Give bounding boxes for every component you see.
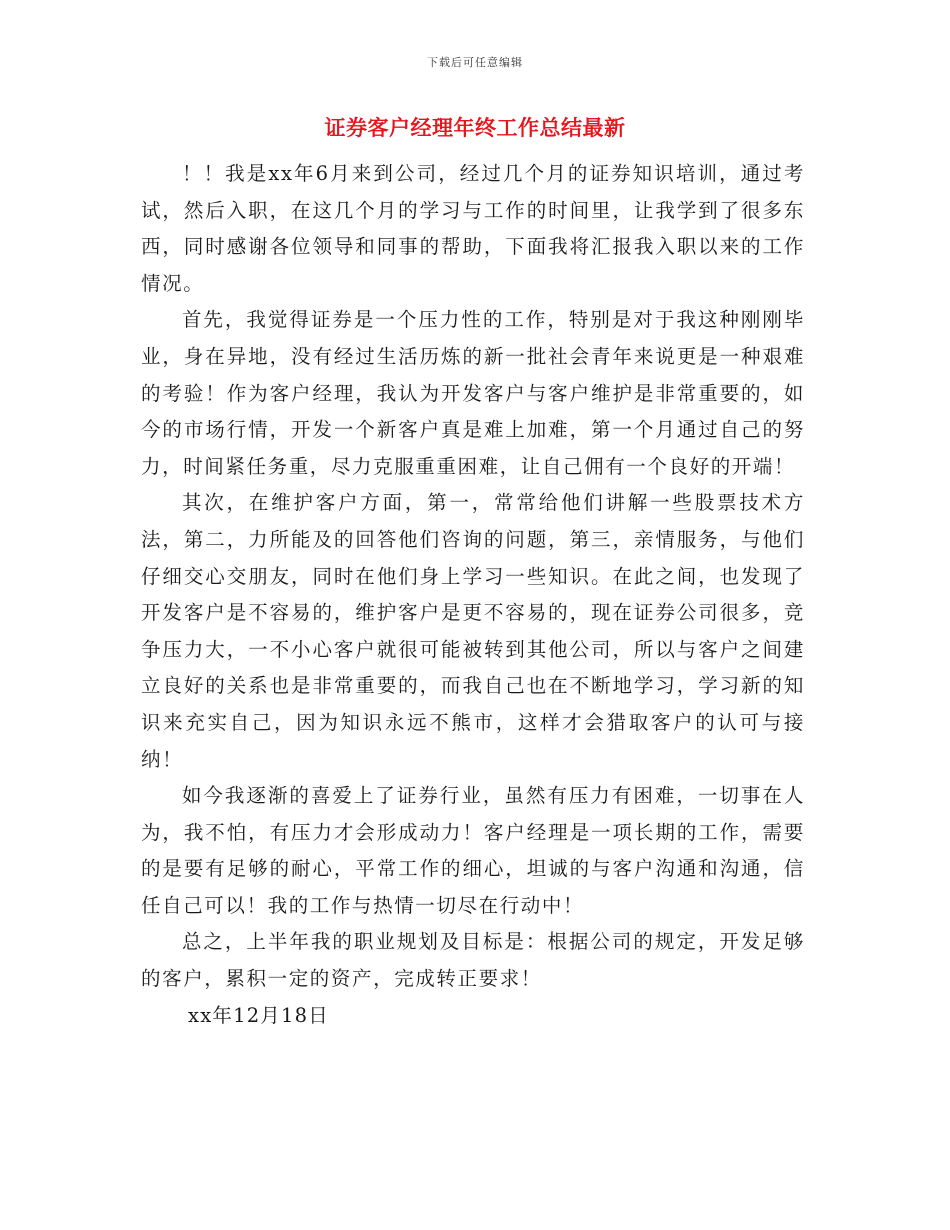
paragraph-intro: ！！我是xx年6月来到公司，经过几个月的证券知识培训，通过考试，然后入职，在这几个月的学习与工作的时间里，让我学到了很多东西，同时感谢各位领导和同事的帮助，下面我将汇报我入职以来的工作情况。	[141, 162, 805, 295]
header-note: 下载后可任意编辑	[427, 56, 523, 69]
paragraph-first: 首先，我觉得证券是一个压力性的工作，特别是对于我这种刚刚毕业，身在异地，没有经过生活历炼的新一批社会青年来说更是一种艰难的考验！作为客户经理，我认为开发客户与客户维护是非常重要的，如今的市场行情，开发一个新客户真是难上加难，第一个月通过自己的努力，时间紧任务重，尽力克服重重困难，让自己佣有一个良好的开端！	[141, 308, 805, 478]
paragraph-conclusion: 总之，上半年我的职业规划及目标是：根据公司的规定，开发足够的客户，累积一定的资产，完成转正要求！	[141, 930, 805, 991]
document-title: 证券客户经理年终工作总结最新	[324, 115, 626, 140]
document-body	[141, 156, 805, 1034]
document-date: xx年12月18日	[188, 1003, 329, 1027]
paragraph-second: 其次，在维护客户方面，第一，常常给他们讲解一些股票技术方法，第二，力所能及的回答他们咨询的问题，第三，亲情服务，与他们仔细交心交朋友，同时在他们身上学习一些知识。在此之间，也发现了开发客户是不容易的，维护客户是更不容易的，现在证券公司很多，竞争压力大，一不小心客户就很可能被转到其他公司，所以与客户之间建立良好的关系也是非常重要的，而我自己也在不断地学习，学习新的知识来充实自己，因为知识永远不熊市，这样才会猎取客户的认可与接纳！	[141, 491, 805, 771]
paragraph-now: 如今我逐渐的喜爱上了证券行业，虽然有压力有困难，一切事在人为，我不怕，有压力才会形成动力！客户经理是一项长期的工作，需要的是要有足够的耐心，平常工作的细心，坦诚的与客户沟通和沟通，信任自己可以！我的工作与热情一切尽在行动中！	[141, 784, 805, 917]
